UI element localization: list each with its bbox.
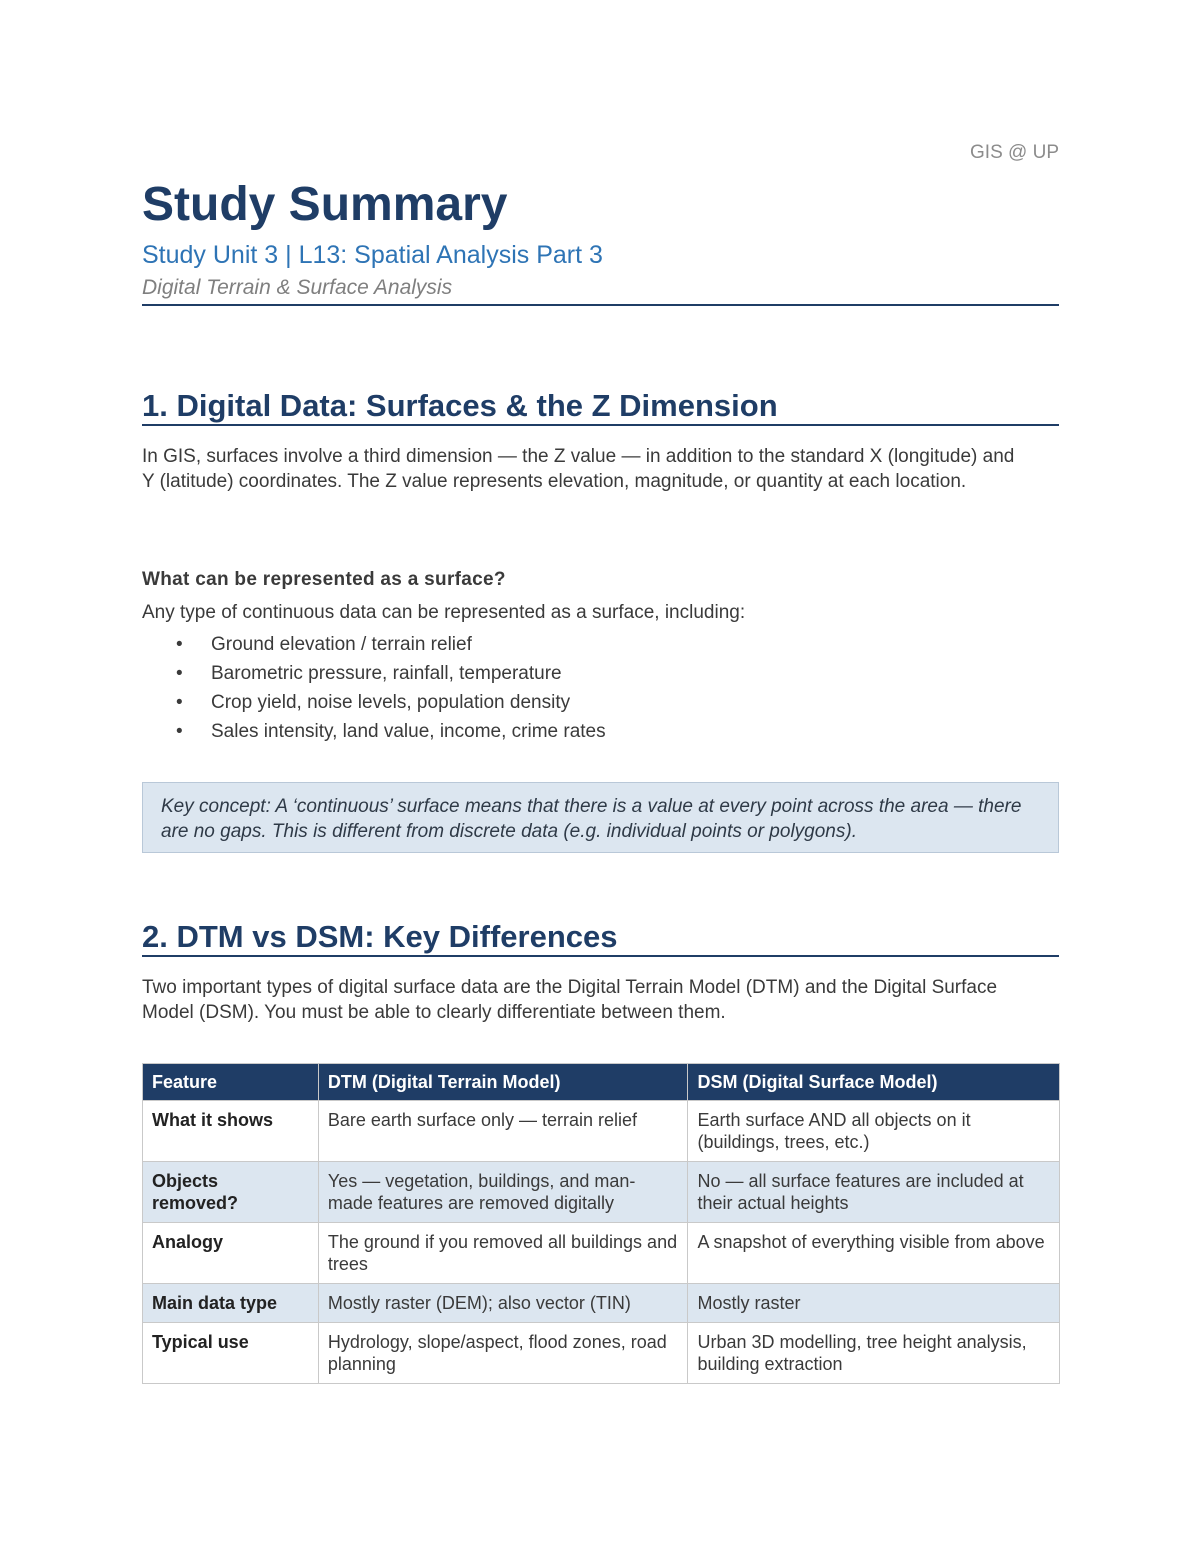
bullet-icon: • <box>176 634 183 655</box>
row-dsm-cell: No — all surface features are included at their actual heights <box>688 1162 1060 1223</box>
bullet-icon: • <box>176 663 183 684</box>
key-concept-callout: Key concept: A ‘continuous’ surface means that there is a value at every point across the area — there are no gaps. This is different from discrete data (e.g. individual points or polygons). <box>142 782 1059 853</box>
section-1-subheading: What can be represented as a surface? <box>142 569 506 590</box>
row-feature-cell: Main data type <box>143 1284 319 1323</box>
list-item-text: Crop yield, noise levels, population density <box>211 692 571 713</box>
column-header-dtm: DTM (Digital Terrain Model) <box>318 1064 688 1101</box>
document-title: Study Summary <box>142 178 508 231</box>
row-dsm-cell: Mostly raster <box>688 1284 1060 1323</box>
section-1-lead: Any type of continuous data can be represented as a surface, including: <box>142 602 746 623</box>
column-header-feature: Feature <box>143 1064 319 1101</box>
header-tag: GIS @ UP <box>970 142 1059 163</box>
row-feature-cell: Objects removed? <box>143 1162 319 1223</box>
section-1-heading: 1. Digital Data: Surfaces & the Z Dimension <box>142 388 778 423</box>
list-item <box>142 659 606 688</box>
list-item-text: Barometric pressure, rainfall, temperature <box>211 663 562 684</box>
table-header-row <box>143 1064 1060 1101</box>
table-row <box>143 1223 1060 1284</box>
bullet-icon: • <box>176 721 183 742</box>
row-dtm-cell: Bare earth surface only — terrain relief <box>318 1101 688 1162</box>
surface-types-list <box>142 630 606 746</box>
row-feature-cell: Analogy <box>143 1223 319 1284</box>
row-dtm-cell: Yes — vegetation, buildings, and man-made features are removed digitally <box>318 1162 688 1223</box>
title-divider <box>142 304 1059 306</box>
row-feature-cell: Typical use <box>143 1323 319 1384</box>
row-dsm-cell: Earth surface AND all objects on it (buildings, trees, etc.) <box>688 1101 1060 1162</box>
table-row <box>143 1162 1060 1223</box>
row-feature-cell: What it shows <box>143 1101 319 1162</box>
section-2-divider <box>142 955 1059 957</box>
list-item-text: Sales intensity, land value, income, crime rates <box>211 721 606 742</box>
list-item-text: Ground elevation / terrain relief <box>211 634 472 655</box>
row-dtm-cell: Hydrology, slope/aspect, flood zones, road planning <box>318 1323 688 1384</box>
row-dtm-cell: The ground if you removed all buildings and trees <box>318 1223 688 1284</box>
row-dsm-cell: Urban 3D modelling, tree height analysis, building extraction <box>688 1323 1060 1384</box>
section-1-intro: In GIS, surfaces involve a third dimension — the Z value — in addition to the standard X (longitude) and Y (latitude) coordinates. The Z value represents elevation, magnitude, or quantity at each location. <box>142 446 1015 492</box>
section-2-heading: 2. DTM vs DSM: Key Differences <box>142 919 618 954</box>
column-header-dsm: DSM (Digital Surface Model) <box>688 1064 1060 1101</box>
document-tagline: Digital Terrain & Surface Analysis <box>142 276 453 299</box>
table-row <box>143 1101 1060 1162</box>
dtm-dsm-comparison-table <box>142 1063 1060 1384</box>
row-dsm-cell: A snapshot of everything visible from above <box>688 1223 1060 1284</box>
table-row <box>143 1323 1060 1384</box>
table-row <box>143 1284 1060 1323</box>
list-item <box>142 630 606 659</box>
section-1-divider <box>142 424 1059 426</box>
bullet-icon: • <box>176 692 183 713</box>
row-dtm-cell: Mostly raster (DEM); also vector (TIN) <box>318 1284 688 1323</box>
list-item <box>142 688 606 717</box>
section-2-intro: Two important types of digital surface data are the Digital Terrain Model (DTM) and the Digital Surface Model (DSM). You must be able to clearly differentiate between them. <box>142 977 998 1023</box>
document-subtitle: Study Unit 3 | L13: Spatial Analysis Part 3 <box>142 241 603 269</box>
list-item <box>142 717 606 746</box>
